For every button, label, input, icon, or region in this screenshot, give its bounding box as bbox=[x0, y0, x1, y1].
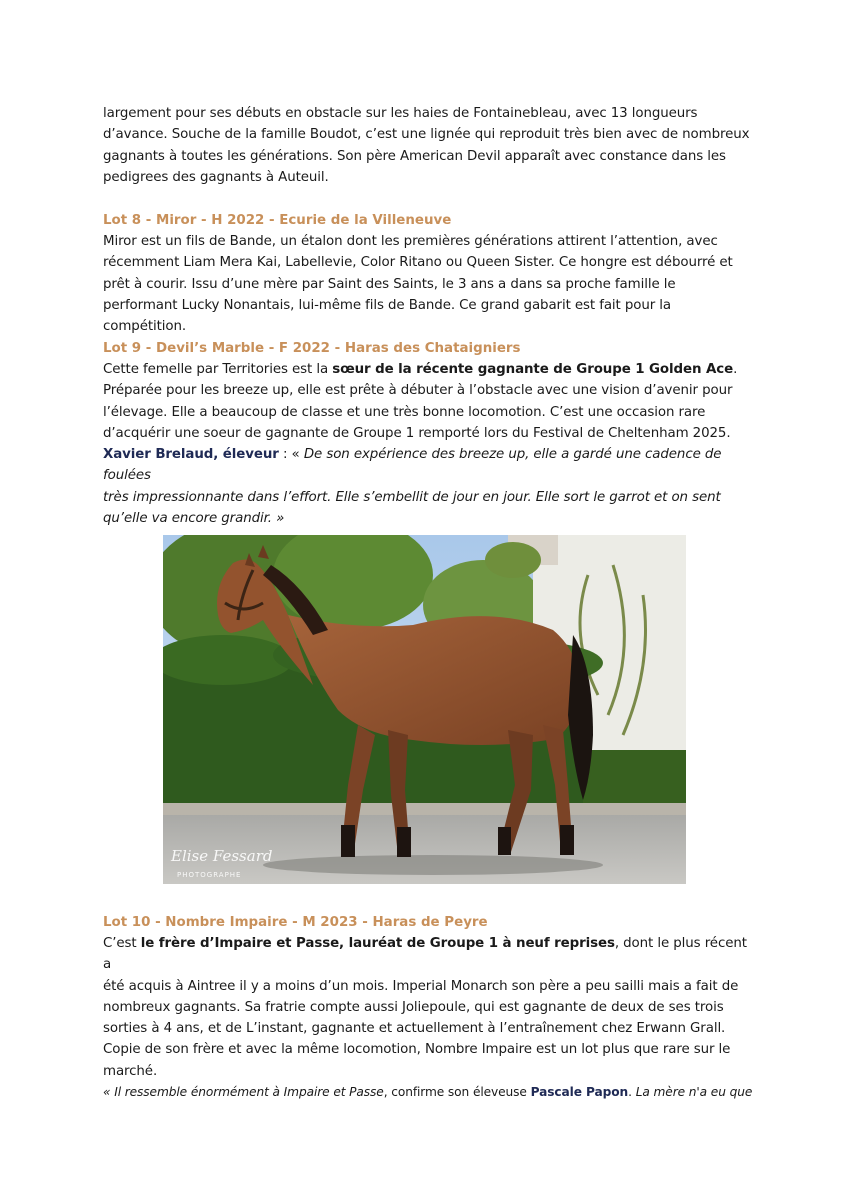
lot-8-heading: Lot 8 - Miror - H 2022 - Ecurie de la Villeneuve bbox=[103, 213, 452, 228]
quote-text: La mère n'a eu que bbox=[635, 1085, 753, 1100]
text-line: d’avance. Souche de la famille Boudot, c’est une lignée qui reproduit très bien avec de nombreux bbox=[103, 127, 750, 143]
text-run: , dont le plus récent a bbox=[103, 936, 747, 973]
text-line: gagnants à toutes les générations. Son père American Devil apparaît avec constance dans les bbox=[103, 148, 726, 164]
highlight-text: sœur de la récente gagnante de Groupe 1 Golden Ace bbox=[332, 362, 734, 377]
quote-text: « Il ressemble énormément à Impaire et Passe bbox=[103, 1085, 384, 1100]
lot-10-section bbox=[103, 912, 753, 1103]
lot-8-section bbox=[103, 210, 753, 337]
text-line bbox=[103, 933, 753, 976]
lot-10-heading: Lot 10 - Nombre Impaire - M 2023 - Haras de Peyre bbox=[103, 915, 488, 930]
quote-line bbox=[103, 1082, 753, 1103]
lot-9-heading: Lot 9 - Devil’s Marble - F 2022 - Haras des Chataigniers bbox=[103, 341, 521, 356]
text-run: , confirme son éleveuse bbox=[383, 1085, 531, 1100]
intro-paragraph bbox=[103, 103, 753, 188]
text-line: prêt à courir. Issu d’une mère par Saint des Saints, le 3 ans a dans sa proche famille le bbox=[103, 276, 676, 292]
text-line: sorties à 4 ans, et de L’instant, gagnante et actuellement à l’entraînement chez Erwann Grall. bbox=[103, 1021, 726, 1037]
text-line: pedigrees des gagnants à Auteuil. bbox=[103, 169, 329, 185]
text-line: l’élevage. Elle a beaucoup de classe et une très bonne locomotion. C’est une occasion rare bbox=[103, 404, 706, 420]
text-line: Copie de son frère et avec la même locomotion, Nombre Impaire est un lot plus que rare sur le bbox=[103, 1042, 731, 1058]
text-line bbox=[103, 359, 753, 380]
text-run: . bbox=[733, 362, 738, 377]
quote-line: très impressionnante dans l’effort. Elle s’embellit de jour en jour. Elle sort le garrot et on sent bbox=[103, 489, 721, 505]
text-line: d’acquérir une soeur de gagnante de Groupe 1 remporté lors du Festival de Cheltenham 2025. bbox=[103, 425, 731, 441]
quote-author: Pascale Papon bbox=[530, 1085, 629, 1100]
text-line: Préparée pour les breeze up, elle est prête à débuter à l’obstacle avec une vision d’avenir pour bbox=[103, 383, 733, 399]
lot-9-section bbox=[103, 338, 753, 529]
photographer-caption: PHOTOGRAPHE bbox=[177, 871, 242, 879]
text-line: Miror est un fils de Bande, un étalon dont les premières générations attirent l’attention, avec bbox=[103, 234, 718, 249]
horse-photo bbox=[163, 535, 686, 884]
text-run: : « bbox=[278, 447, 304, 463]
text-line: performant Lucky Nonantais, lui-même fils de Bande. Ce grand gabarit est fait pour la compétition. bbox=[103, 297, 672, 335]
quote-line: qu’elle va encore grandir. » bbox=[103, 511, 285, 527]
text-run: . bbox=[628, 1085, 636, 1100]
text-line: été acquis à Aintree il y a moins d’un mois. Imperial Monarch son père a peu sailli mais a fait de bbox=[103, 978, 739, 994]
quote-text: De son expérience des breeze up, elle a gardé une cadence de foulées bbox=[103, 447, 722, 484]
text-line: largement pour ses débuts en obstacle sur les haies de Fontainebleau, avec 13 longueurs bbox=[103, 106, 698, 121]
text-line: marché. bbox=[103, 1063, 158, 1079]
text-run: Cette femelle par Territories est la bbox=[103, 362, 333, 377]
text-run: C’est bbox=[103, 936, 141, 951]
highlight-text: le frère d’Impaire et Passe, lauréat de Groupe 1 à neuf reprises bbox=[140, 936, 615, 951]
quote-author: Xavier Brelaud, éleveur bbox=[103, 447, 279, 463]
text-line: récemment Liam Mera Kai, Labellevie, Color Ritano ou Queen Sister. Ce hongre est débourré et bbox=[103, 255, 733, 271]
photographer-signature: Elise Fessard bbox=[171, 847, 273, 865]
quote-line bbox=[103, 444, 753, 487]
text-line: nombreux gagnants. Sa fratrie compte aussi Joliepoule, qui est gagnante de deux de ses trois bbox=[103, 999, 724, 1015]
